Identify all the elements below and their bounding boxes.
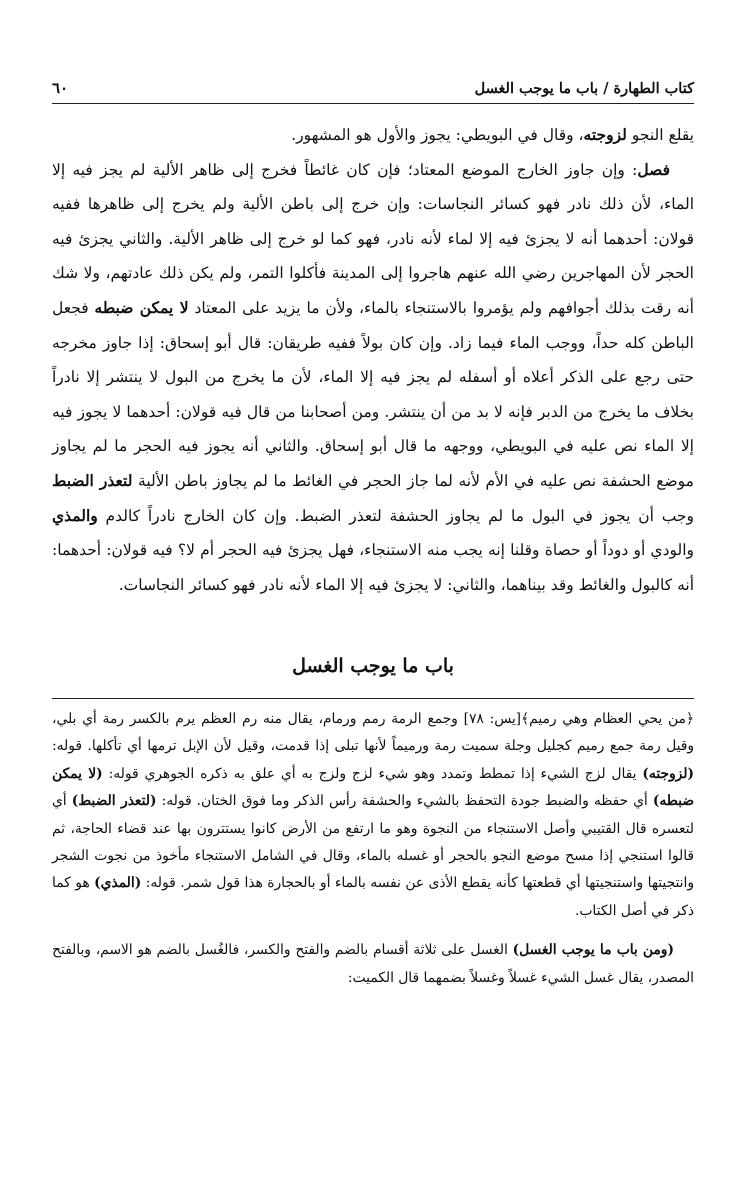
bold-term: لا يمكن ضبطه <box>94 297 189 317</box>
text-run: ﴿من يحي العظام وهي رميم﴾[يس: ٧٨] وجمع الرمة رمم ورمام، يقال منه رم العظم يرم بالكسر رمة أي بلي، وقيل رمة جمع رميم كجليل وجلة سميت رمة ورميماً لأنها تبلى إذا قدمت، وقيل لأن الإبل ترمها أي تأكلها. قوله: <box>52 711 694 755</box>
text-run: والودي أو دوداً أو حصاة وقلنا إنه يجب منه الاستنجاء، فهل يجزئ فيه الحجر أم لا؟ فيه قولان: أحدهما: أنه كالبول والغائط وقد بيناهما، والثاني: لا يجزئ فيه إلا الماء لأنه نادر فهو كسائر النجاسات. <box>52 541 694 594</box>
page-number: ٦٠ <box>52 79 69 97</box>
footnote-divider <box>52 698 694 699</box>
text-run: الغسل على ثلاثة أقسام بالضم والفتح والكسر، فالغُسل بالضم هو الاسم، وبالفتح المصدر، يقال غسل الشيء غسلاً وغسلاً بضمهما قال الكميت: <box>52 942 694 986</box>
chapter-heading: باب ما يوجب الغسل <box>292 655 454 677</box>
text-run: أي حفظه والضبط جودة التحفظ بالشيء والحشفة رأس الذكر وما فوق الختان. قوله: <box>156 793 653 810</box>
bold-term: (ومن باب ما يوجب الغسل) <box>512 942 674 959</box>
text-run: هو كما ذكر في أصل الكتاب. <box>52 875 694 919</box>
text-run: يقلع النجو <box>626 126 694 144</box>
text-run: : وإن جاوز الخارج الموضع المعتاد؛ فإن كان غائطاً فخرج إلى ظاهر الألية لم يجز فيه إلا الماء، لأن ذلك نادر فهو كسائر النجاسات: وإن خرج إلى باطن الألية ولم يخرج إلى ظاهرها ففيه قولان: أحدهما أنه لا يجزئ فيه إلا لماء لأنه نادر، فهو كما لو خرج إلى ظاهر الألية. والثاني يجزئ فيه الحجر لأن المهاجرين رضي الله عنهم هاجروا إلى المدينة فأكلوا التمر، ولم يكن ذلك عادتهم، ولا شك أنه رقت بذلك أجوافهم ولم يؤمروا بالاستنجاء بالماء، ولأن ما يزيد على المعتاد <box>52 160 694 317</box>
bold-term: فصل <box>637 159 670 179</box>
main-paragraph-2 <box>52 153 694 603</box>
bold-term: (لا يمكن ضبطه) <box>52 765 694 810</box>
bold-term: والمذي <box>52 505 98 525</box>
text-run: ، وقال في البويطي: يجوز والأول هو المشهور. <box>291 126 584 144</box>
bold-term: لتعذر الضبط <box>52 470 133 490</box>
bold-term: (لزوجته) <box>642 765 695 782</box>
bold-term: (لتعذر الضبط) <box>71 793 157 810</box>
text-run: وجب أن يجوز في البول ما لم يجاوز الحشفة لتعذر الضبط. وإن كان الخارج نادراً كالدم <box>97 506 694 525</box>
text-run: فجعل الباطن كله حداً، ووجب الماء فيما زاد. وإن كان بولاً ففيه طريقان: قال أبو إسحاق: إذا جاوز مخرجه حتى رجع على الذكر أعلاه أو أسفله لم يجز فيه إلا الماء، لأن ما يخرج من البول لا ينتشر إلا نادراً بخلاف ما يخرج من الدبر فإنه لا بد من أن ينتشر. ومن أصحابنا من قال فيه قولان: أحدهما لا يجوز فيه إلا الماء نص عليه في البويطي، ووجهه ما قال أبو إسحاق. والثاني أنه يجوز فيه الحجر ما لم يجاوز موضع الحشفة نص عليه في الأم لأنه لما جاز الحجر في الغائط ما لم يجاوز باطن الألية <box>52 298 694 490</box>
text-run: أي لتعسره قال القتيبي وأصل الاستنجاء من النجوة وهو ما ارتفع من الأرض كانوا يستترون بها عند قضاء الحاجة، ثم قالوا استنجي إذا مسح موضع النجو بالحجر أو غسله بالماء، وقال في الشامل الاستنجاء مأخوذ من نجوت الشجر وانتجيتها واستنجيتها أي قطعتها كأنه يقطع الأذى عن نفسه بالماء أو بالحجارة هذا قول شمر. قوله: <box>52 793 694 892</box>
running-title: كتاب الطهارة / باب ما يوجب الغسل <box>474 80 694 97</box>
text-run: يقال لزج الشيء إذا تمطط وتمدد وهو شيء لزج ولزج به أي علق به ذكره الجوهري قوله: <box>102 765 643 782</box>
bold-term: لزوجته <box>583 125 627 144</box>
main-paragraph-1 <box>52 118 694 153</box>
commentary-paragraph-2 <box>52 937 694 992</box>
commentary-notes <box>52 706 694 992</box>
bold-term: (المذي) <box>94 875 142 892</box>
page-header <box>52 64 694 104</box>
main-text <box>52 118 694 602</box>
commentary-paragraph-1 <box>52 706 694 925</box>
